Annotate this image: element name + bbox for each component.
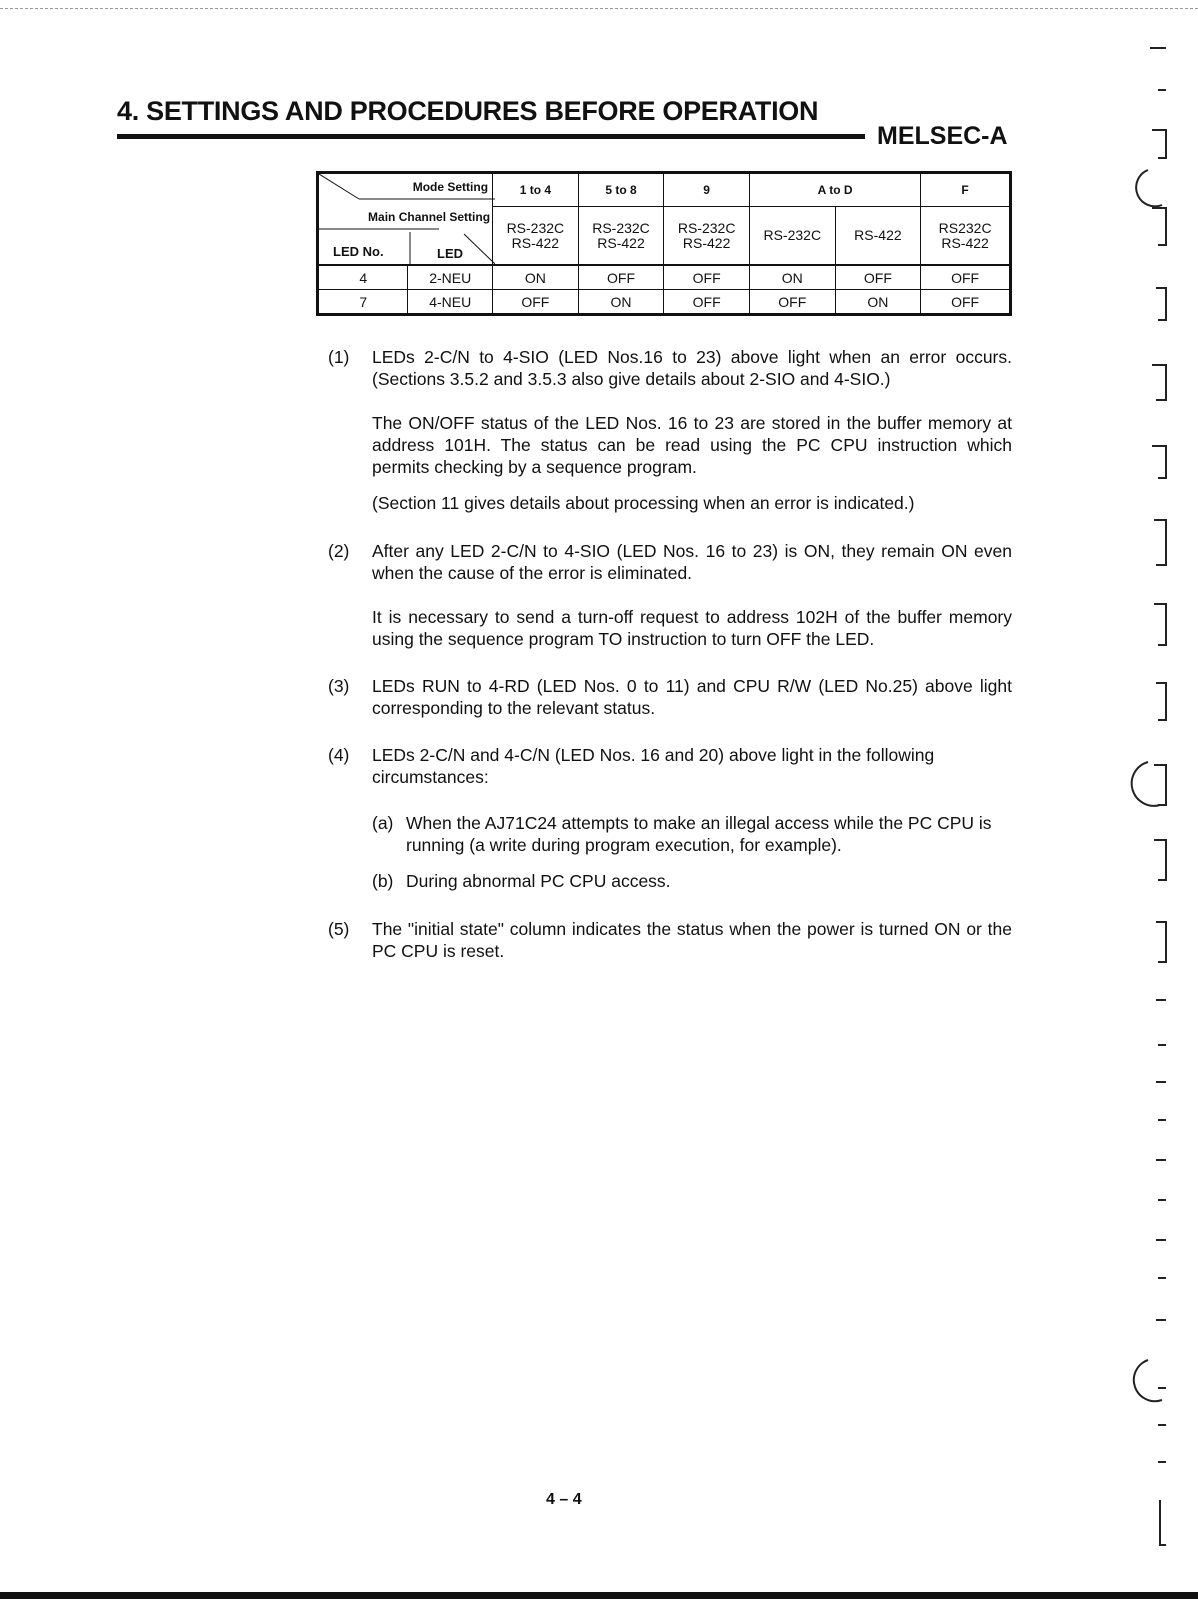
mode-header: A to D (749, 173, 920, 207)
table-row (318, 290, 1011, 315)
sub-item-text: When the AJ71C24 attempts to make an illegal access while the PC CPU is running (a write during program execution, for example). (406, 813, 992, 855)
value-cell: OFF (835, 265, 921, 290)
sub-item (372, 870, 1012, 892)
value-cell: OFF (664, 290, 750, 315)
scan-top-line (0, 8, 1198, 9)
led-no-cell: 7 (318, 290, 408, 315)
interface-cell: RS232C RS-422 (921, 207, 1011, 266)
mode-header: 9 (664, 173, 750, 207)
value-cell: OFF (921, 265, 1011, 290)
table-header-row (318, 173, 1011, 207)
value-cell: ON (578, 290, 664, 315)
led-cell: 2-NEU (408, 265, 493, 290)
note-paragraph: LEDs 2-C/N to 4-SIO (LED Nos.16 to 23) above light when an error occurs. (Sections 3.5.2 and 3.5.3 also give details about 2-SIO and 4-SIO.) (372, 347, 1012, 389)
interface-cell: RS-232C (749, 207, 835, 266)
note-number: (5) (328, 919, 350, 939)
note-paragraph: The "initial state" column indicates the status when the power is turned ON or the PC CPU is reset. (372, 919, 1012, 961)
notes-list (328, 346, 1012, 962)
led-cell: 4-NEU (408, 290, 493, 315)
note-number: (2) (328, 541, 350, 561)
note-paragraph: LEDs RUN to 4-RD (LED Nos. 0 to 11) and CPU R/W (LED No.25) above light corresponding to the relevant status. (372, 676, 1012, 718)
corner-mode-setting: Mode Setting (412, 180, 489, 194)
corner-led-no: LED No. (333, 244, 384, 259)
binding-edge-marks (1100, 0, 1198, 1599)
value-cell: ON (493, 265, 579, 290)
value-cell: ON (749, 265, 835, 290)
scan-bottom-bar (0, 1592, 1198, 1599)
value-cell: OFF (749, 290, 835, 315)
value-cell: OFF (578, 265, 664, 290)
sub-item (372, 812, 1012, 856)
page-number: 4 – 4 (546, 1491, 582, 1508)
note-item (328, 744, 1012, 892)
note-paragraph: It is necessary to send a turn-off request to address 102H of the buffer memory using the sequence program TO instruction to turn OFF the LED. (372, 607, 1012, 649)
note-number: (1) (328, 347, 350, 367)
mode-header: F (921, 173, 1011, 207)
note-item (328, 540, 1012, 650)
corner-main-channel: Main Channel Setting (368, 210, 491, 224)
interface-cell: RS-422 (835, 207, 921, 266)
interface-cell: RS-232C RS-422 (578, 207, 664, 266)
table-row (318, 265, 1011, 290)
sub-item-text: During abnormal PC CPU access. (406, 871, 671, 891)
section-title: 4. SETTINGS AND PROCEDURES BEFORE OPERATION (117, 96, 819, 126)
sub-item-number: (a) (372, 813, 394, 833)
corner-led: LED (437, 246, 463, 261)
led-no-cell: 4 (318, 265, 408, 290)
header-rule (117, 134, 865, 139)
note-number: (4) (328, 745, 350, 765)
value-cell: OFF (493, 290, 579, 315)
interface-cell: RS-232C RS-422 (664, 207, 750, 266)
note-paragraph: LEDs 2-C/N and 4-C/N (LED Nos. 16 and 20) above light in the following circumstances: (372, 745, 935, 787)
value-cell: OFF (664, 265, 750, 290)
table-corner-cell (318, 173, 493, 266)
note-number: (3) (328, 676, 350, 696)
led-status-table (316, 171, 1012, 316)
interface-cell: RS-232C RS-422 (493, 207, 579, 266)
note-paragraph: After any LED 2-C/N to 4-SIO (LED Nos. 16 to 23) is ON, they remain ON even when the cause of the error is eliminated. (372, 541, 1012, 583)
sub-item-number: (b) (372, 871, 394, 891)
note-item (328, 675, 1012, 719)
note-item (328, 918, 1012, 962)
mode-header: 1 to 4 (493, 173, 579, 207)
value-cell: ON (835, 290, 921, 315)
mode-header: 5 to 8 (578, 173, 664, 207)
note-paragraph: The ON/OFF status of the LED Nos. 16 to 23 are stored in the buffer memory at address 101H. The status can be read using the PC CPU instruction which permits checking by a sequence program. (372, 413, 1012, 477)
value-cell: OFF (921, 290, 1011, 315)
note-item (328, 346, 1012, 514)
brand-label: MELSEC-A (877, 122, 1008, 150)
note-paragraph: (Section 11 gives details about processing when an error is indicated.) (372, 493, 915, 513)
